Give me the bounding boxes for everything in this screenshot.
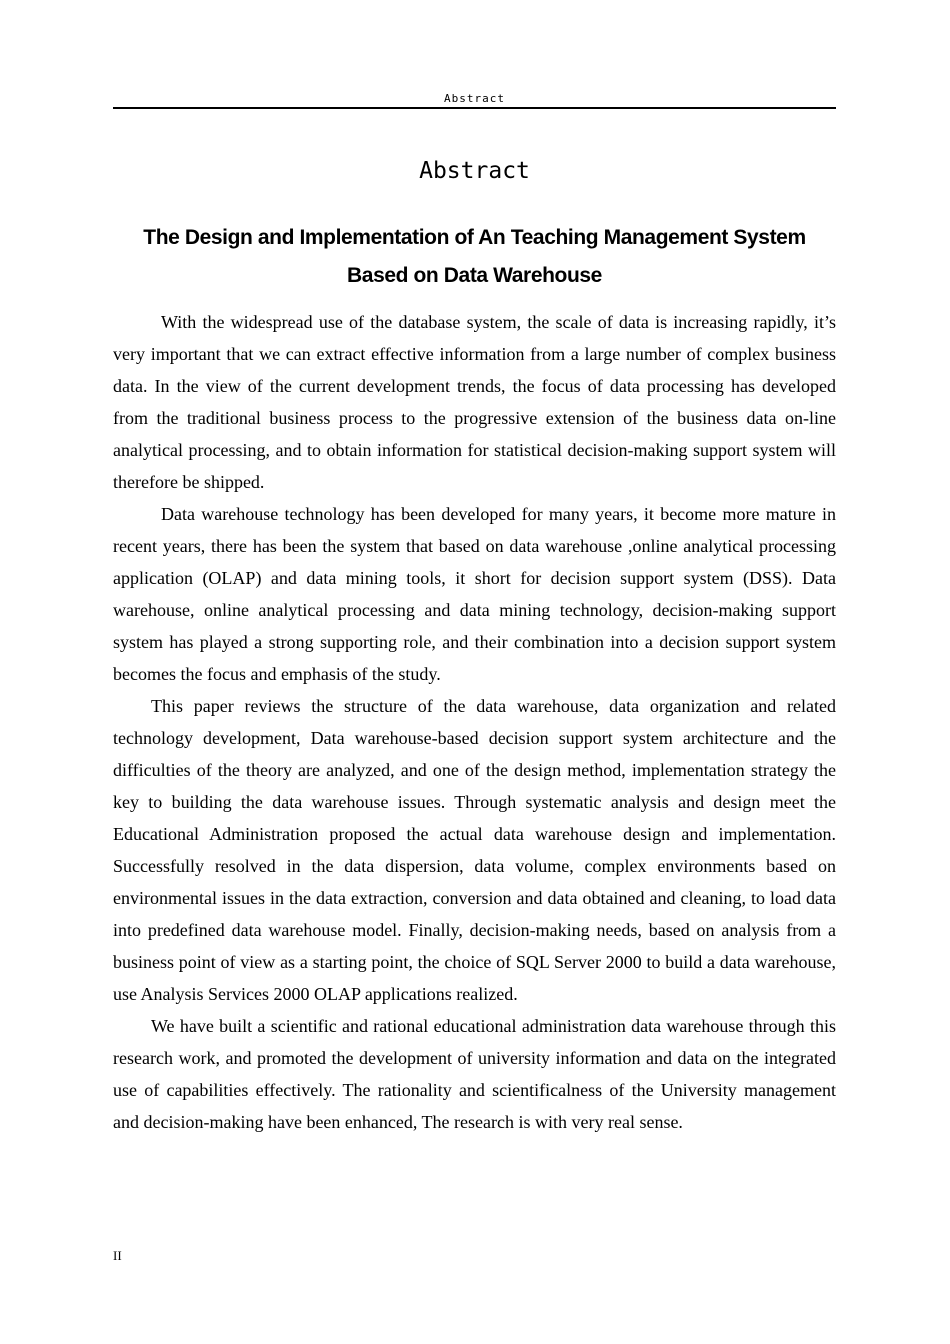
section-heading: Abstract	[419, 158, 530, 184]
paper-title-line-1: The Design and Implementation of An Teaching Management System	[143, 226, 806, 249]
abstract-paragraph-3: This paper reviews the structure of the data warehouse, data organization and related technology development, Data warehouse-based decision support system architecture and the difficulties of the theory are analyzed, and one of the design method, implementation strategy the key to building the data warehouse issues. Through systematic analysis and design meet the Educational Administration proposed the actual data warehouse design and implementation. Successfully resolved in the data dispersion, data volume, complex environments based on environmental issues in the data extraction, conversion and data obtained and cleaning, to load data into predefined data warehouse model. Finally, decision-making needs, based on analysis from a business point of view as a starting point, the choice of SQL Server 2000 to build a data warehouse, use Analysis Services 2000 OLAP applications realized.	[113, 696, 836, 1004]
abstract-paragraph-2: Data warehouse technology has been developed for many years, it become more mature in recent years, there has been the system that based on data warehouse ,online analytical processing application (OLAP) and data mining tools, it short for decision support system (DSS). Data warehouse, online analytical processing and data mining technology, decision-making support system has played a strong supporting role, and their combination into a decision support system becomes the focus and emphasis of the study.	[113, 504, 836, 684]
paper-title	[113, 219, 836, 295]
paper-title-line-2: Based on Data Warehouse	[347, 264, 602, 287]
header-rule	[113, 107, 836, 109]
abstract-paragraph-1: With the widespread use of the database system, the scale of data is increasing rapidly, it’s very important that we can extract effective information from a large number of complex business data. In the view of the current development trends, the focus of data processing has developed from the traditional business process to the progressive extension of the business data on-line analytical processing, and to obtain information for statistical decision-making support system will therefore be shipped.	[113, 312, 836, 492]
abstract-body	[113, 306, 836, 1138]
running-header: Abstract	[444, 92, 505, 105]
abstract-paragraph-4: We have built a scientific and rational educational administration data warehouse through this research work, and promoted the development of university information and data on the integrated use of capabilities effectively. The rationality and scientificalness of the University management and decision-making have been enhanced, The research is with very real sense.	[113, 1016, 836, 1132]
page-number: II	[113, 1248, 122, 1263]
